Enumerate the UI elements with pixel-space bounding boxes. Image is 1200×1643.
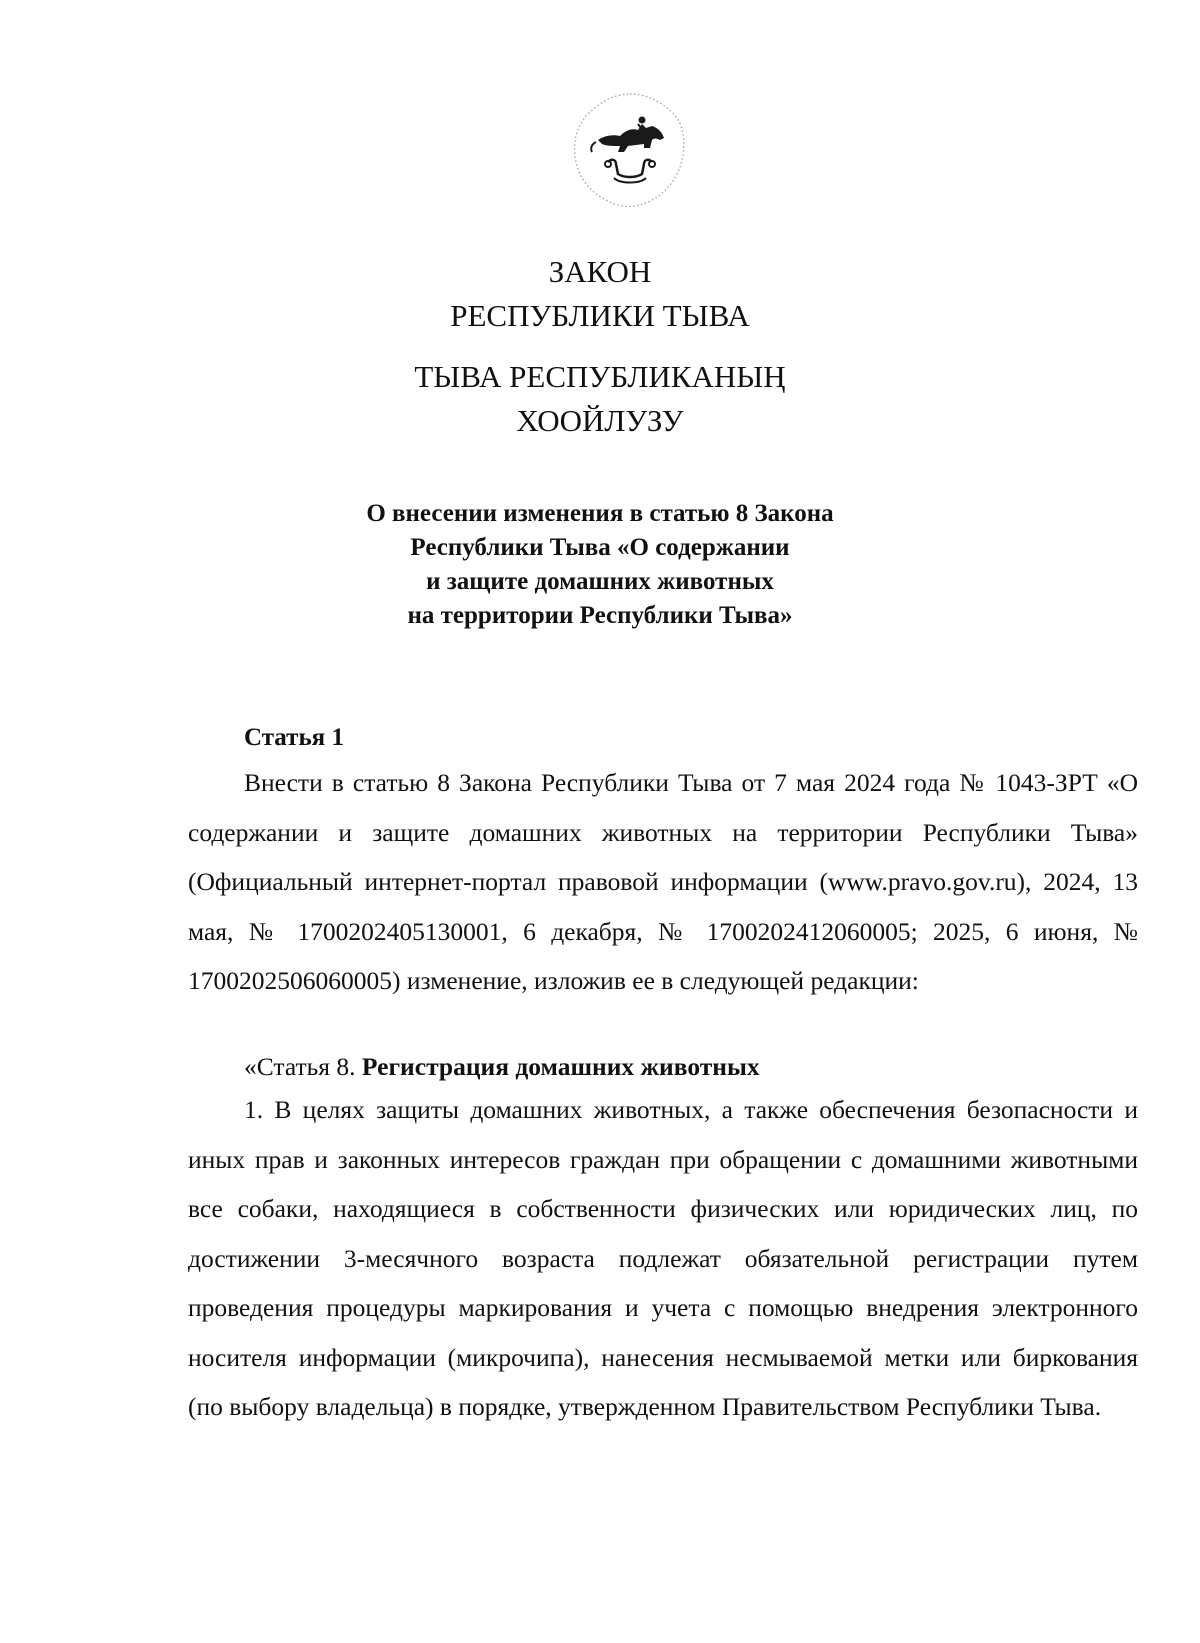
article-1-heading: Статья 1 xyxy=(244,724,344,751)
law-subject xyxy=(0,497,1200,633)
subject-line4: на территории Республики Тыва» xyxy=(407,602,793,629)
subject-line2: Республики Тыва «О содержании xyxy=(410,534,790,561)
quoted-article-prefix: «Статья 8. xyxy=(244,1052,356,1081)
subject-line1: О внесении изменения в статью 8 Закона xyxy=(366,500,834,527)
subject-line3: и защите домашних животных xyxy=(426,568,774,595)
law-title-tuvan xyxy=(0,355,1200,443)
article-1-paragraph-1: Внести в статью 8 Закона Республики Тыва от 7 мая 2024 года № 1043-ЗРТ «О содержании и защите домашних животных на территории Республики Тыва» (Официальный интернет-портал правовой информации (www.pravo.gov.ru), 2024, 13 мая, № 1700202405130001, 6 декабря, № 1700202412060005; 2025, 6 июня, № 1700202506060005) изменение, изложив ее в следующей редакции: xyxy=(188,768,1138,995)
law-title-tyv-line2: ХООЙЛУЗУ xyxy=(516,403,684,438)
article-8-clause-1: 1. В целях защиты домашних животных, а также обеспечения безопасности и иных прав и законных интересов граждан при обращении с домашними животными все собаки, находящиеся в собственности физических или юридических лиц, по достижении 3-месячного возраста подлежат обязательной регистрации путем проведения процедуры маркирования и учета с помощью внедрения электронного носителя информации (микрочипа), нанесения несмываемой метки или биркования (по выбору владельца) в порядке, утвержденном Правительством Республики Тыва. xyxy=(188,1095,1138,1421)
law-title-russian xyxy=(0,250,1200,338)
law-title-tyv-line1: ТЫВА РЕСПУБЛИКАНЫҢ xyxy=(414,359,786,394)
law-title-ru-line2: РЕСПУБЛИКИ ТЫВА xyxy=(450,298,750,333)
republic-of-tuva-emblem-icon xyxy=(568,88,692,212)
law-title-ru-line1: ЗАКОН xyxy=(548,254,652,289)
quoted-article-title: Регистрация домашних животных xyxy=(361,1052,760,1081)
